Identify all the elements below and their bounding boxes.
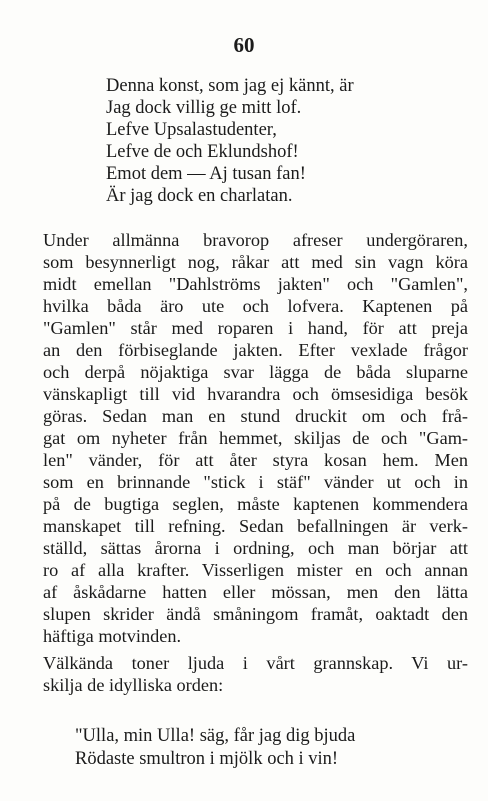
paragraph-line: "Gamlen" står med roparen i hand, för att preja <box>43 318 468 338</box>
paragraph-line: göras. Sedan man en stund druckit om och frå- <box>43 406 468 426</box>
paragraph-line: midt emellan "Dahlströms jakten" och "Gamlen", <box>43 274 468 294</box>
paragraph-line: af åskådarne hatten eller mössan, men den lätta <box>43 582 468 602</box>
verse-stanza <box>106 75 354 207</box>
paragraph-line: len" vänder, för att åter styra kosan hem. Men <box>43 450 468 470</box>
paragraph-line: som besynnerligt nog, råkar att med sin vagn köra <box>43 252 468 272</box>
verse-line: Lefve Upsalastudenter, <box>106 120 277 140</box>
paragraph-line: slupen skrider ändå småningom framåt, oaktadt den <box>43 604 468 624</box>
paragraph-line: ro af alla krafter. Visserligen mister en och annan <box>43 560 468 580</box>
verse-line: Denna konst, som jag ej kännt, är <box>106 76 354 96</box>
paragraph-line: hvilka båda äro ute och lofvera. Kaptenen på <box>43 296 468 316</box>
quoted-verse <box>75 725 355 771</box>
body-paragraph <box>43 229 468 647</box>
body-paragraph <box>43 652 468 696</box>
verse-line: "Ulla, min Ulla! säg, får jag dig bjuda <box>75 726 356 746</box>
paragraph-line: Välkända toner ljuda i vårt grannskap. Vi ur- <box>43 653 468 673</box>
verse-line: Lefve de och Eklundshof! <box>106 142 299 162</box>
verse-line: Emot dem — Aj tusan fan! <box>106 164 306 184</box>
paragraph-line: manskapet till refning. Sedan befallningen är verk- <box>43 516 468 536</box>
paragraph-line: skilja de idylliska orden: <box>43 675 224 695</box>
paragraph-line: och derpå nöjaktiga svar lägga de båda sluparne <box>43 362 468 382</box>
paragraph-line: häftiga motvinden. <box>43 626 182 646</box>
paragraph-line: Under allmänna bravorop afreser undergöraren, <box>43 230 468 250</box>
paragraph-line: vänskapligt till vid hvarandra och ömsesidiga besök <box>43 384 468 404</box>
page-number: 60 <box>233 33 255 57</box>
verse-line: Rödaste smultron i mjölk och i vin! <box>75 749 339 769</box>
paragraph-line: gat om nyheter från hemmet, skiljas de och "Gam- <box>43 428 468 448</box>
paragraph-line: på de bugtiga seglen, måste kaptenen kommendera <box>43 494 468 514</box>
paragraph-line: ställd, sättas årorna i ordning, och man börjar att <box>43 538 468 558</box>
verse-line: Är jag dock en charlatan. <box>106 186 293 206</box>
paragraph-line: som en brinnande "stick i stäf" vänder ut och in <box>43 472 468 492</box>
paragraph-line: an den förbiseglande jakten. Efter vexlade frågor <box>43 340 468 360</box>
verse-line: Jag dock villig ge mitt lof. <box>106 98 302 118</box>
